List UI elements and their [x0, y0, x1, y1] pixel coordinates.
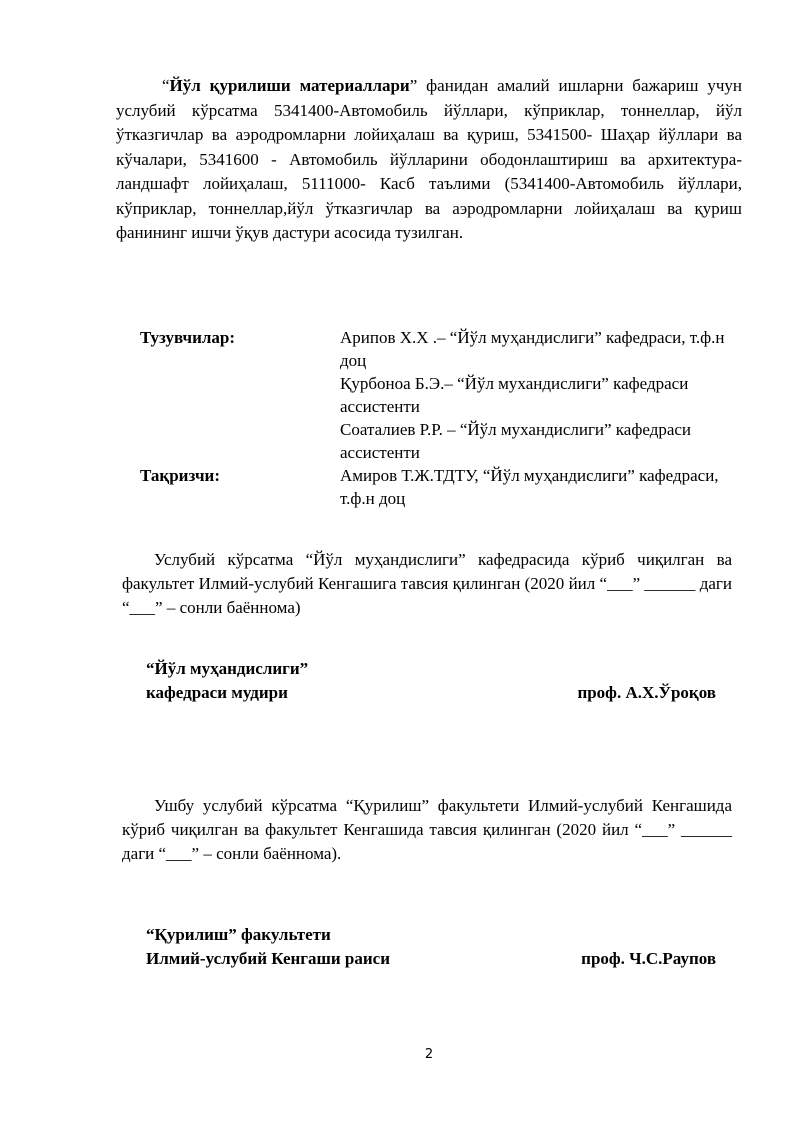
compilers-row — [140, 326, 750, 464]
authors-block — [140, 326, 750, 510]
department-head-signature — [146, 657, 716, 705]
compiler-entry: Қурбоноа Б.Э.– “Йўл мухандислиги” кафедраси ассистенти — [340, 374, 689, 416]
page-number: 2 — [424, 1047, 434, 1062]
council-chair-signature — [146, 923, 716, 971]
signatory-name: проф. А.Х.Ўроқов — [577, 683, 716, 702]
department-approval-note: Услубий кўрсатма “Йўл муҳандислиги” кафедрасида кўриб чиқилган ва факультет Илмий-услубий Кенгашига тавсия қилинган (2020 йил “___” ______ даги “___” – сонли баённома) — [122, 550, 732, 617]
compiler-entry: Арипов Х.Х .– “Йўл муҳандислиги” кафедраси, т.ф.н доц — [340, 328, 725, 370]
intro-paragraph — [116, 74, 742, 246]
signature-title-line: кафедраси мудири — [146, 683, 288, 702]
signature-title-line: “Йўл муҳандислиги” — [146, 659, 309, 678]
signature-title-line: “Қурилиш” факультети — [146, 925, 331, 944]
intro-text: ” фанидан амалий ишларни бажариш учун услубий кўрсатма 5341400-Автомобиль йўллари, кўприклар, тоннеллар, йўл ўтказгичлар ва аэродромларни лойиҳалаш ва қуриш, 5341500- Шаҳар йўллари ва кўчалари, 5341600 - Автомобиль йўлларини ободонлаштириш ва архитектура-ландшафт лойиҳалаш, 5111000- Касб таълими (5341400-Автомобиль йўллари, кўприклар, тоннеллар,йўл ўтказгичлар ва аэродромларни лойиҳалаш ва қуриш фанининг ишчи ўқув дастури асосида тузилган. — [116, 76, 742, 242]
course-title: Йўл қурилиши материаллари — [169, 76, 410, 95]
reviewer-row — [140, 464, 750, 510]
intro-open-quote: “ — [162, 76, 170, 95]
compilers-label: Тузувчилар: — [140, 328, 236, 347]
compilers-list — [340, 326, 740, 464]
compiler-entry: Соаталиев Р.Р. – “Йўл мухандислиги” кафедраси ассистенти — [340, 420, 692, 462]
reviewer-label: Тақризчи: — [140, 466, 220, 485]
signature-title-line: Илмий-услубий Кенгаши раиси — [146, 949, 390, 968]
signatory-name: проф. Ч.С.Раупов — [581, 949, 716, 968]
reviewer-entry: Амиров Т.Ж.ТДТУ, “Йўл муҳандислиги” кафедраси, т.ф.н доц — [340, 466, 719, 508]
faculty-approval-note: Ушбу услубий кўрсатма “Қурилиш” факультети Илмий-услубий Кенгашида кўриб чиқилган ва факультет Кенгашида тавсия қилинган (2020 йил “___” ______ даги “___” – сонли баённома). — [122, 796, 732, 863]
